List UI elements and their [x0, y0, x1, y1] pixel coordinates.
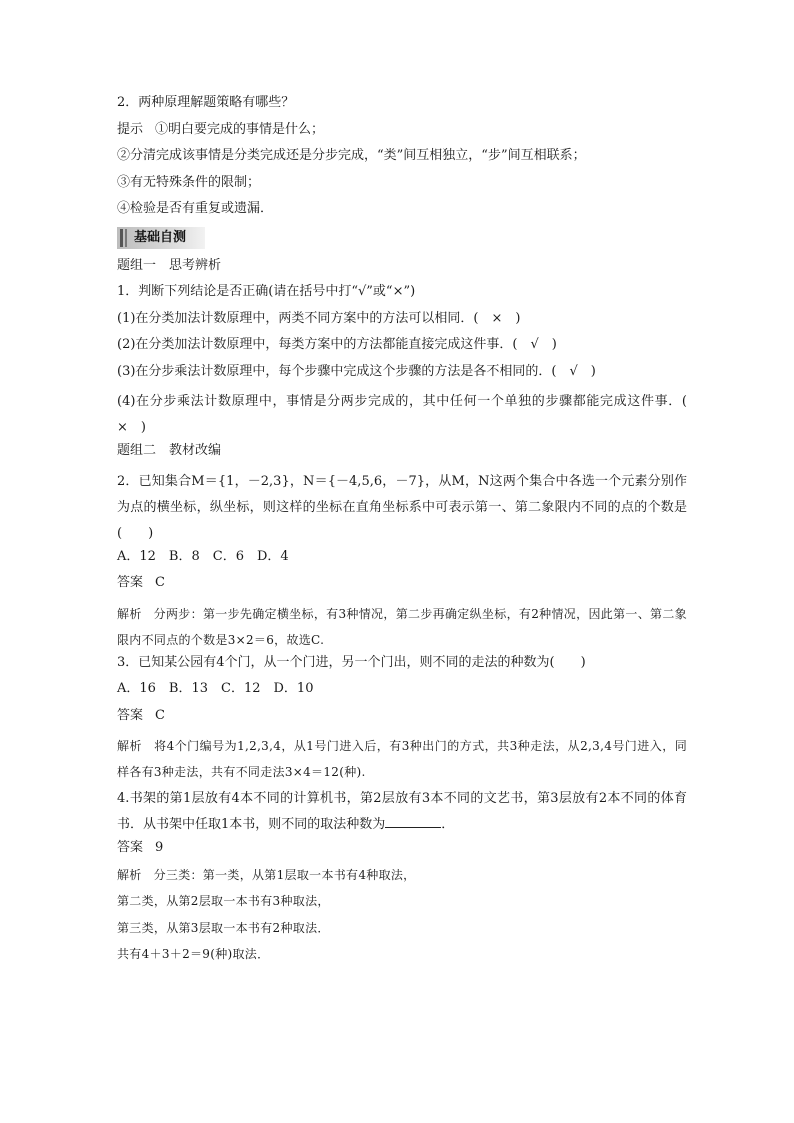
question-2-title: 2．两种原理解题策略有哪些？ [117, 95, 295, 110]
answer-label: 答案 [117, 840, 144, 855]
problem-4-analysis-3: 第三类，从第3层取一本书有2种取法． [117, 920, 330, 935]
analysis-text: 分两步：第一步先确定横坐标，有3种情况，第二步再确定纵坐标，有2种情况，因此第一、第二象限内不同点的个数是3×2＝6，故选C. [117, 606, 687, 647]
banner-title: 基础自测 [134, 229, 187, 245]
hint-label: 提示 [117, 121, 144, 137]
judge-item-4: (4)在分步乘法计数原理中，事情是分两步完成的，其中任何一个单独的步骤都能完成这件事．( × ) [117, 394, 701, 435]
banner-bar-icon [120, 229, 123, 247]
judge-item-3: (3)在分步乘法计数原理中，每个步骤中完成这个步骤的方法是各不相同的．( √ ) [117, 363, 596, 379]
analysis-text: 分三类：第一类，从第1层取一本书有4种取法， [153, 867, 416, 882]
problem-3-text: 3．已知某公园有4个门，从一个门进，另一个门出，则不同的走法的种数为( ) [117, 654, 586, 670]
judge-item-1: (1)在分类加法计数原理中，两类不同方案中的方法可以相同．( × ) [117, 310, 521, 326]
answer-value: C [155, 707, 165, 723]
analysis-text: 将4个门编号为1,2,3,4，从1号门进入后，有3种出门的方式，共3种走法，从2,3,4号门进入，同样各有3种走法，共有不同走法3×4＝12(种). [117, 739, 687, 779]
problem-4-body: 4.书架的第1层放有4本不同的计算机书，第2层放有3本不同的文艺书，第3层放有2本不同的体育书．从书架中任取1本书，则不同的取法种数为 [117, 791, 687, 832]
answer-label: 答案 [117, 575, 144, 590]
section-banner [117, 227, 205, 249]
judge-item-2: (2)在分类加法计数原理中，每类方案中的方法都能直接完成这件事．( √ ) [117, 337, 557, 352]
hint-item-1: ①明白要完成的事情是什么； [155, 121, 325, 137]
problem-4-text [117, 786, 687, 838]
hint-item-4: ④检验是否有重复或遗漏． [117, 201, 274, 216]
analysis-label: 解析 [117, 867, 142, 882]
problem-2-text: 2．已知集合M＝{1，－2,3}，N＝{－4,5,6，－7}，从M，N这两个集合中各选一个元素分别作为点的横坐标，纵坐标，则这样的坐标在直角坐标系中可表示第一、第二象限内不同的点的个数是( ) [117, 473, 687, 541]
problem-3-analysis [117, 733, 687, 785]
problem-4-analysis-1 [117, 866, 687, 884]
analysis-label: 解析 [117, 606, 142, 621]
group-2-heading: 题组二 教材改编 [117, 443, 222, 458]
hint-item-2: ②分清完成该事情是分类完成还是分步完成，“类”间互相独立，“步”间互相联系； [117, 148, 586, 163]
problem-3-options: A．16 B．13 C．12 D．10 [117, 681, 314, 696]
answer-label: 答案 [117, 707, 144, 723]
group-1-heading: 题组一 思考辨析 [117, 257, 222, 273]
judge-title: 1．判断下列结论是否正确(请在括号中打“√”或“×”) [117, 284, 416, 299]
answer-value: 9 [155, 840, 164, 855]
hint-line [117, 121, 687, 139]
hint-item-3: ③有无特殊条件的限制； [117, 174, 261, 190]
answer-value: C [155, 575, 165, 590]
analysis-label: 解析 [117, 739, 142, 753]
problem-4-analysis-4: 共有4＋3＋2＝9(种)取法． [117, 947, 270, 961]
problem-2-options: A．12 B．8 C．6 D．4 [117, 548, 289, 564]
problem-2-answer [117, 574, 687, 592]
problem-2-analysis [117, 601, 687, 653]
answer-blank[interactable] [385, 815, 441, 828]
problem-4-answer [117, 839, 687, 857]
problem-3-answer [117, 707, 687, 725]
problem-4-analysis-2: 第二类，从第2层取一本书有3种取法， [117, 894, 330, 908]
document-page [117, 94, 701, 972]
banner-bar-icon-2 [125, 229, 127, 247]
problem-4-end: ． [441, 817, 455, 832]
